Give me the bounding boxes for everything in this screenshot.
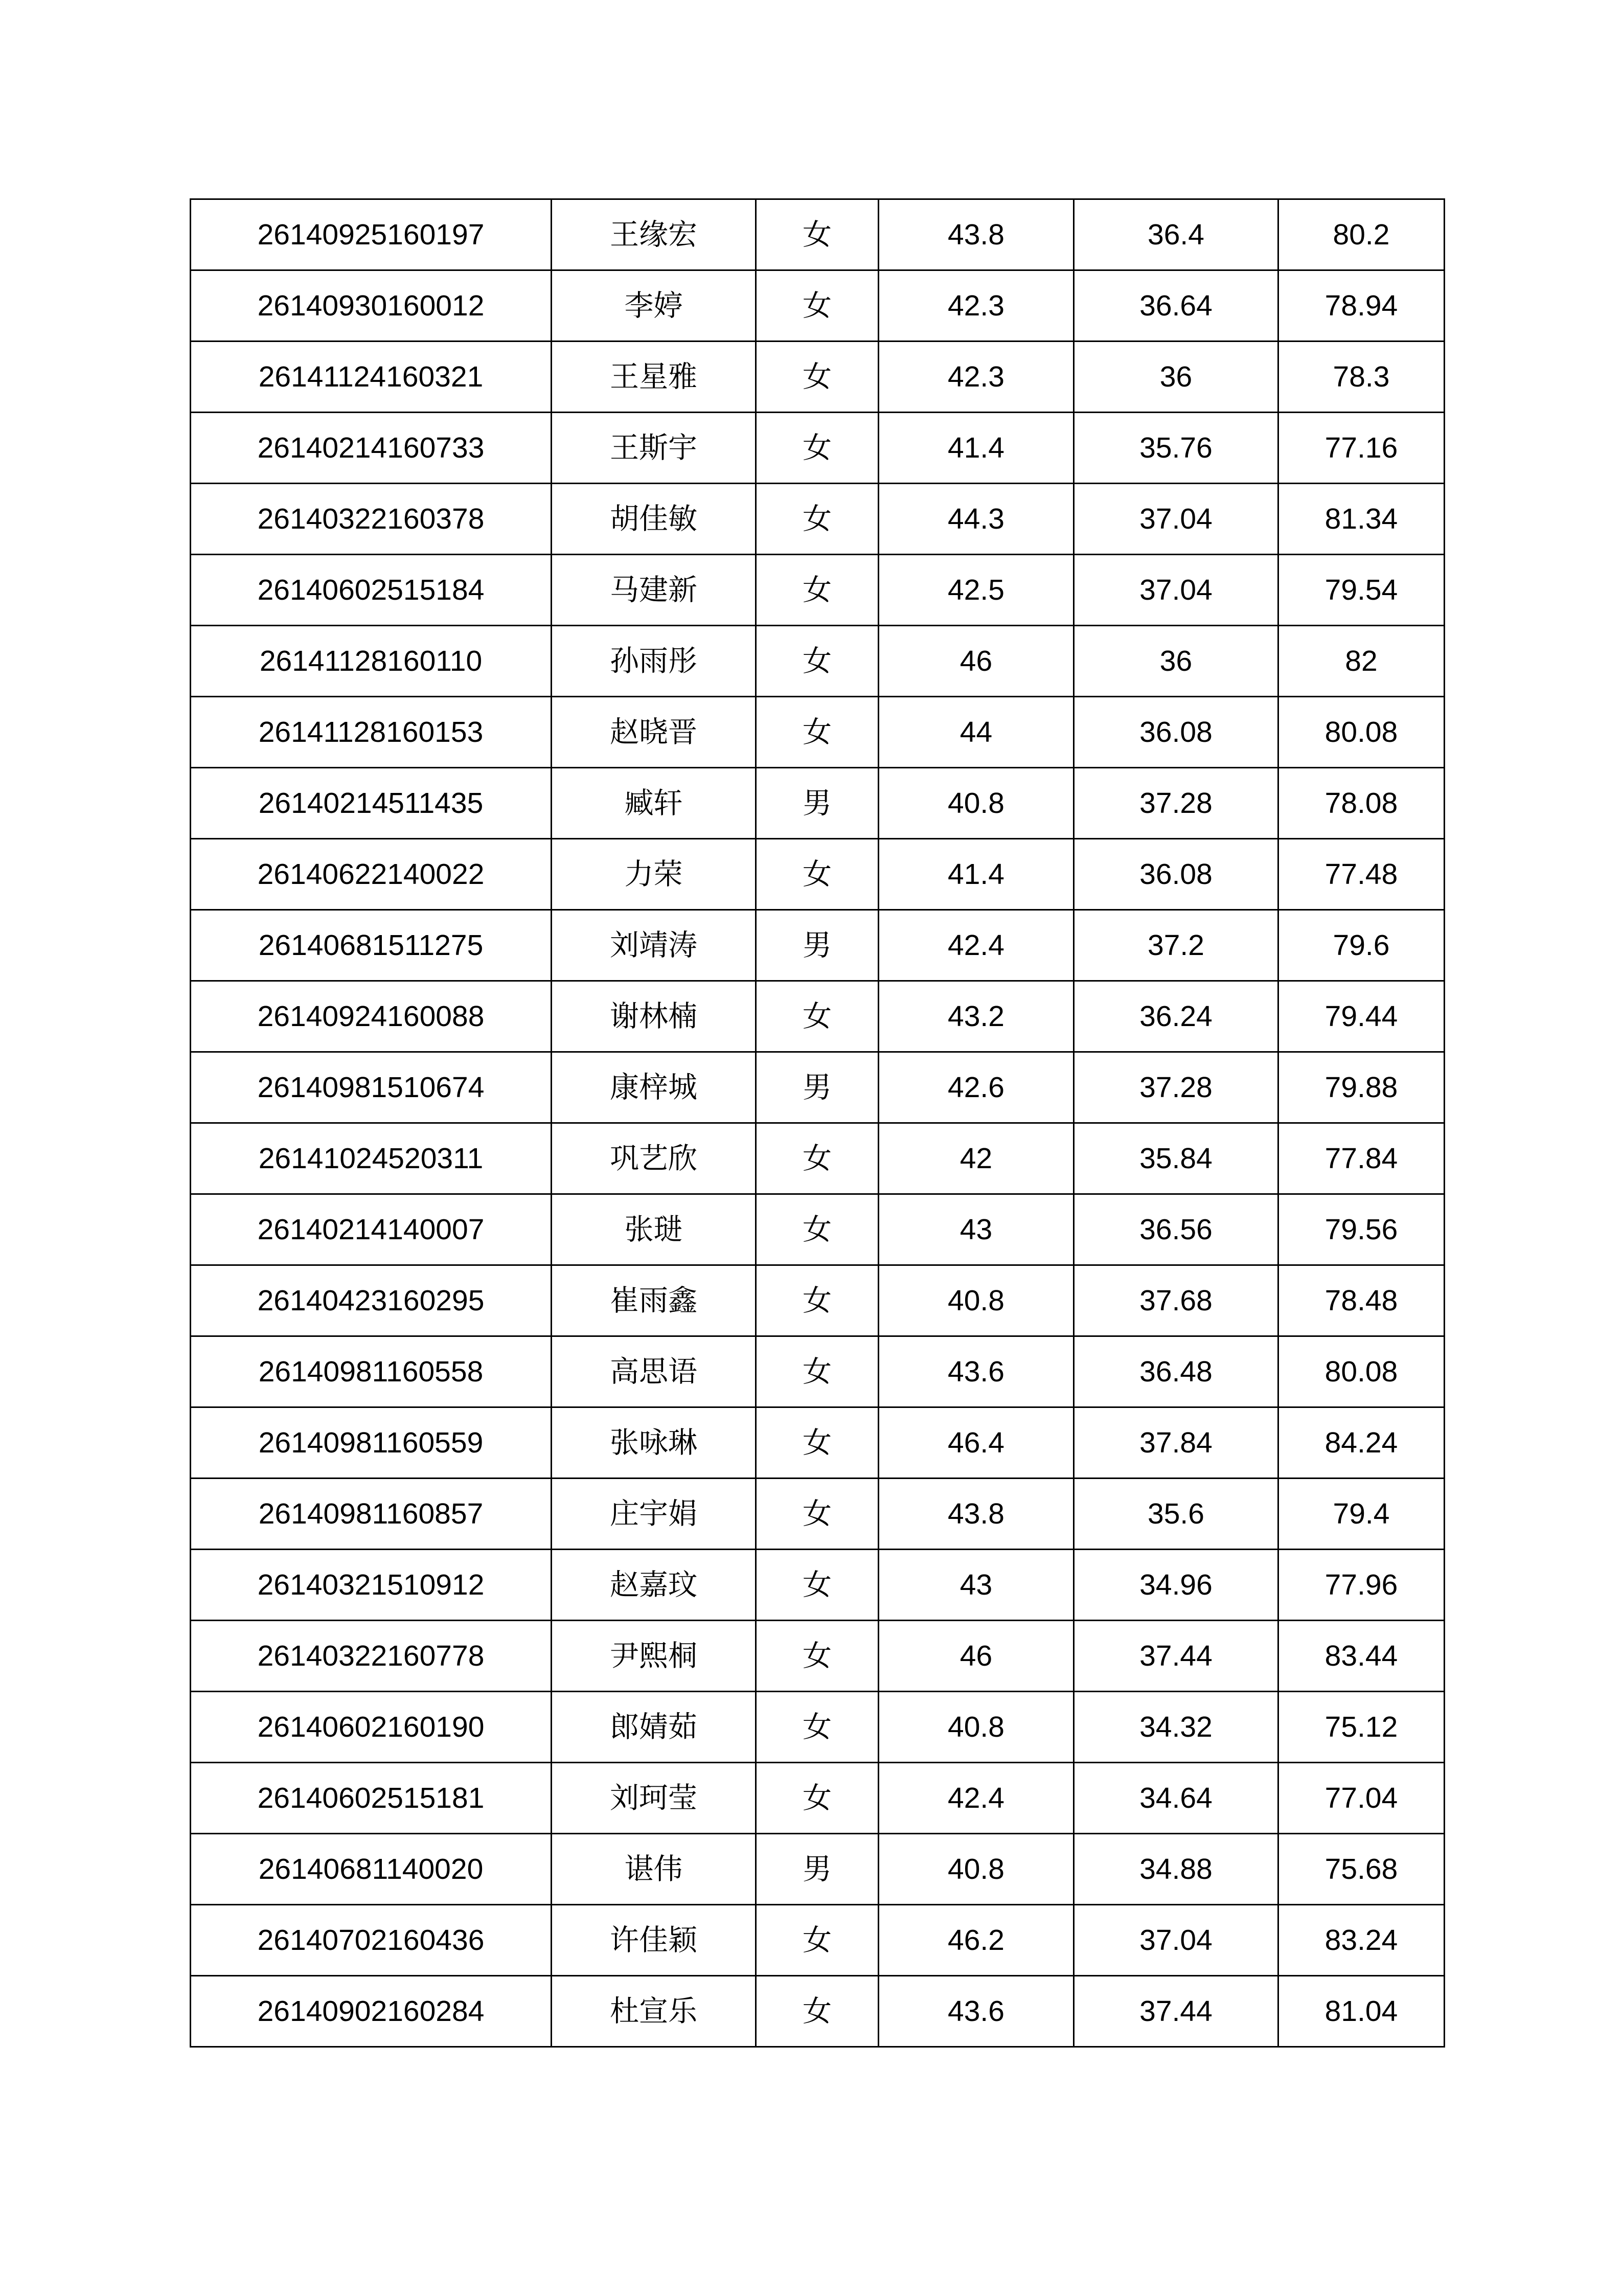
score-2-cell: 34.96 (1074, 1550, 1278, 1621)
score-1-cell: 42 (879, 1123, 1074, 1194)
gender-cell: 女 (756, 839, 879, 910)
total-score-cell: 79.6 (1278, 910, 1445, 981)
table-row (191, 1265, 1445, 1336)
name-cell: 庄宇娟 (552, 1479, 756, 1550)
table-row (191, 484, 1445, 555)
exam-number-cell: 26140981160558 (191, 1336, 552, 1407)
total-score-cell: 75.68 (1278, 1834, 1445, 1905)
table-row (191, 910, 1445, 981)
score-2-cell: 36 (1074, 342, 1278, 413)
name-cell: 李婷 (552, 270, 756, 342)
total-score-cell: 78.3 (1278, 342, 1445, 413)
score-2-cell: 37.28 (1074, 1052, 1278, 1123)
gender-cell: 女 (756, 1336, 879, 1407)
exam-number-cell: 26140925160197 (191, 199, 552, 270)
table-row (191, 1763, 1445, 1834)
score-2-cell: 35.76 (1074, 413, 1278, 484)
total-score-cell: 81.04 (1278, 1976, 1445, 2047)
exam-number-cell: 26141128160110 (191, 626, 552, 697)
score-1-cell: 42.3 (879, 342, 1074, 413)
exam-number-cell: 26140902160284 (191, 1976, 552, 2047)
score-1-cell: 46.2 (879, 1905, 1074, 1976)
score-2-cell: 36.08 (1074, 697, 1278, 768)
name-cell: 张咏琳 (552, 1407, 756, 1479)
table-row (191, 768, 1445, 839)
total-score-cell: 77.96 (1278, 1550, 1445, 1621)
table-row (191, 626, 1445, 697)
gender-cell: 女 (756, 1123, 879, 1194)
name-cell: 王缘宏 (552, 199, 756, 270)
score-table-body (191, 199, 1445, 2047)
score-1-cell: 43.8 (879, 1479, 1074, 1550)
score-1-cell: 43 (879, 1550, 1074, 1621)
score-1-cell: 43 (879, 1194, 1074, 1265)
score-1-cell: 40.8 (879, 1692, 1074, 1763)
exam-number-cell: 26140702160436 (191, 1905, 552, 1976)
score-2-cell: 36.4 (1074, 199, 1278, 270)
score-1-cell: 43.8 (879, 199, 1074, 270)
total-score-cell: 77.84 (1278, 1123, 1445, 1194)
score-2-cell: 36.08 (1074, 839, 1278, 910)
table-row (191, 1621, 1445, 1692)
total-score-cell: 79.54 (1278, 555, 1445, 626)
exam-number-cell: 26140214511435 (191, 768, 552, 839)
total-score-cell: 79.4 (1278, 1479, 1445, 1550)
exam-number-cell: 26140622140022 (191, 839, 552, 910)
exam-number-cell: 26140981160559 (191, 1407, 552, 1479)
gender-cell: 女 (756, 697, 879, 768)
gender-cell: 女 (756, 1194, 879, 1265)
gender-cell: 女 (756, 1479, 879, 1550)
total-score-cell: 77.48 (1278, 839, 1445, 910)
score-2-cell: 37.44 (1074, 1976, 1278, 2047)
score-2-cell: 35.6 (1074, 1479, 1278, 1550)
score-1-cell: 44 (879, 697, 1074, 768)
name-cell: 杜宣乐 (552, 1976, 756, 2047)
total-score-cell: 77.16 (1278, 413, 1445, 484)
gender-cell: 女 (756, 1407, 879, 1479)
exam-number-cell: 26140924160088 (191, 981, 552, 1052)
gender-cell: 女 (756, 484, 879, 555)
total-score-cell: 79.56 (1278, 1194, 1445, 1265)
name-cell: 王斯宇 (552, 413, 756, 484)
score-1-cell: 42.3 (879, 270, 1074, 342)
gender-cell: 女 (756, 626, 879, 697)
score-2-cell: 37.04 (1074, 1905, 1278, 1976)
exam-number-cell: 26140214140007 (191, 1194, 552, 1265)
name-cell: 崔雨鑫 (552, 1265, 756, 1336)
exam-number-cell: 26141024520311 (191, 1123, 552, 1194)
table-row (191, 1336, 1445, 1407)
exam-number-cell: 26140602515184 (191, 555, 552, 626)
total-score-cell: 81.34 (1278, 484, 1445, 555)
name-cell: 臧轩 (552, 768, 756, 839)
total-score-cell: 79.88 (1278, 1052, 1445, 1123)
exam-number-cell: 26140321510912 (191, 1550, 552, 1621)
total-score-cell: 75.12 (1278, 1692, 1445, 1763)
exam-number-cell: 26141128160153 (191, 697, 552, 768)
gender-cell: 男 (756, 910, 879, 981)
gender-cell: 女 (756, 981, 879, 1052)
exam-number-cell: 26140322160378 (191, 484, 552, 555)
gender-cell: 女 (756, 1905, 879, 1976)
score-1-cell: 43.6 (879, 1336, 1074, 1407)
table-row (191, 1692, 1445, 1763)
score-1-cell: 46 (879, 626, 1074, 697)
name-cell: 谢林楠 (552, 981, 756, 1052)
name-cell: 王星雅 (552, 342, 756, 413)
table-row (191, 1123, 1445, 1194)
total-score-cell: 80.08 (1278, 697, 1445, 768)
exam-number-cell: 26140423160295 (191, 1265, 552, 1336)
name-cell: 康梓城 (552, 1052, 756, 1123)
exam-number-cell: 26140681140020 (191, 1834, 552, 1905)
score-2-cell: 34.64 (1074, 1763, 1278, 1834)
exam-number-cell: 26140214160733 (191, 413, 552, 484)
total-score-cell: 78.48 (1278, 1265, 1445, 1336)
exam-number-cell: 26140322160778 (191, 1621, 552, 1692)
total-score-cell: 80.2 (1278, 199, 1445, 270)
score-2-cell: 36.48 (1074, 1336, 1278, 1407)
table-row (191, 1550, 1445, 1621)
table-row (191, 839, 1445, 910)
exam-number-cell: 26141124160321 (191, 342, 552, 413)
gender-cell: 男 (756, 768, 879, 839)
score-table (190, 198, 1445, 2048)
score-2-cell: 34.88 (1074, 1834, 1278, 1905)
name-cell: 郎婧茹 (552, 1692, 756, 1763)
table-row (191, 413, 1445, 484)
score-2-cell: 37.28 (1074, 768, 1278, 839)
name-cell: 高思语 (552, 1336, 756, 1407)
table-row (191, 270, 1445, 342)
exam-number-cell: 26140602515181 (191, 1763, 552, 1834)
score-1-cell: 41.4 (879, 839, 1074, 910)
total-score-cell: 79.44 (1278, 981, 1445, 1052)
total-score-cell: 84.24 (1278, 1407, 1445, 1479)
name-cell: 张琎 (552, 1194, 756, 1265)
table-row (191, 1834, 1445, 1905)
exam-number-cell: 26140981160857 (191, 1479, 552, 1550)
table-row (191, 1905, 1445, 1976)
score-1-cell: 40.8 (879, 1834, 1074, 1905)
name-cell: 孙雨彤 (552, 626, 756, 697)
table-row (191, 1194, 1445, 1265)
score-2-cell: 37.84 (1074, 1407, 1278, 1479)
score-2-cell: 36.56 (1074, 1194, 1278, 1265)
gender-cell: 女 (756, 1265, 879, 1336)
gender-cell: 女 (756, 1692, 879, 1763)
gender-cell: 男 (756, 1834, 879, 1905)
score-1-cell: 42.5 (879, 555, 1074, 626)
score-2-cell: 37.44 (1074, 1621, 1278, 1692)
total-score-cell: 78.08 (1278, 768, 1445, 839)
gender-cell: 女 (756, 413, 879, 484)
gender-cell: 女 (756, 199, 879, 270)
score-2-cell: 34.32 (1074, 1692, 1278, 1763)
score-1-cell: 40.8 (879, 1265, 1074, 1336)
gender-cell: 女 (756, 1976, 879, 2047)
name-cell: 尹熙桐 (552, 1621, 756, 1692)
name-cell: 谌伟 (552, 1834, 756, 1905)
total-score-cell: 78.94 (1278, 270, 1445, 342)
name-cell: 胡佳敏 (552, 484, 756, 555)
score-1-cell: 43.2 (879, 981, 1074, 1052)
gender-cell: 女 (756, 1763, 879, 1834)
gender-cell: 女 (756, 342, 879, 413)
table-row (191, 1976, 1445, 2047)
table-row (191, 342, 1445, 413)
score-2-cell: 36.64 (1074, 270, 1278, 342)
total-score-cell: 83.24 (1278, 1905, 1445, 1976)
exam-number-cell: 26140981510674 (191, 1052, 552, 1123)
gender-cell: 女 (756, 1621, 879, 1692)
table-row (191, 981, 1445, 1052)
gender-cell: 女 (756, 270, 879, 342)
score-2-cell: 37.04 (1074, 555, 1278, 626)
score-2-cell: 36.24 (1074, 981, 1278, 1052)
table-row (191, 199, 1445, 270)
name-cell: 马建新 (552, 555, 756, 626)
table-row (191, 555, 1445, 626)
total-score-cell: 83.44 (1278, 1621, 1445, 1692)
score-1-cell: 44.3 (879, 484, 1074, 555)
table-row (191, 697, 1445, 768)
score-2-cell: 36 (1074, 626, 1278, 697)
name-cell: 赵晓晋 (552, 697, 756, 768)
name-cell: 赵嘉玟 (552, 1550, 756, 1621)
table-row (191, 1479, 1445, 1550)
score-1-cell: 42.6 (879, 1052, 1074, 1123)
total-score-cell: 82 (1278, 626, 1445, 697)
gender-cell: 女 (756, 555, 879, 626)
name-cell: 许佳颖 (552, 1905, 756, 1976)
score-2-cell: 35.84 (1074, 1123, 1278, 1194)
score-1-cell: 42.4 (879, 1763, 1074, 1834)
score-2-cell: 37.2 (1074, 910, 1278, 981)
score-1-cell: 46.4 (879, 1407, 1074, 1479)
name-cell: 力荣 (552, 839, 756, 910)
score-1-cell: 40.8 (879, 768, 1074, 839)
exam-number-cell: 26140681511275 (191, 910, 552, 981)
score-1-cell: 41.4 (879, 413, 1074, 484)
table-row (191, 1407, 1445, 1479)
table-row (191, 1052, 1445, 1123)
total-score-cell: 77.04 (1278, 1763, 1445, 1834)
score-1-cell: 42.4 (879, 910, 1074, 981)
gender-cell: 男 (756, 1052, 879, 1123)
score-2-cell: 37.04 (1074, 484, 1278, 555)
name-cell: 巩艺欣 (552, 1123, 756, 1194)
exam-number-cell: 26140602160190 (191, 1692, 552, 1763)
score-1-cell: 46 (879, 1621, 1074, 1692)
score-2-cell: 37.68 (1074, 1265, 1278, 1336)
total-score-cell: 80.08 (1278, 1336, 1445, 1407)
name-cell: 刘靖涛 (552, 910, 756, 981)
exam-number-cell: 26140930160012 (191, 270, 552, 342)
gender-cell: 女 (756, 1550, 879, 1621)
score-1-cell: 43.6 (879, 1976, 1074, 2047)
name-cell: 刘珂莹 (552, 1763, 756, 1834)
